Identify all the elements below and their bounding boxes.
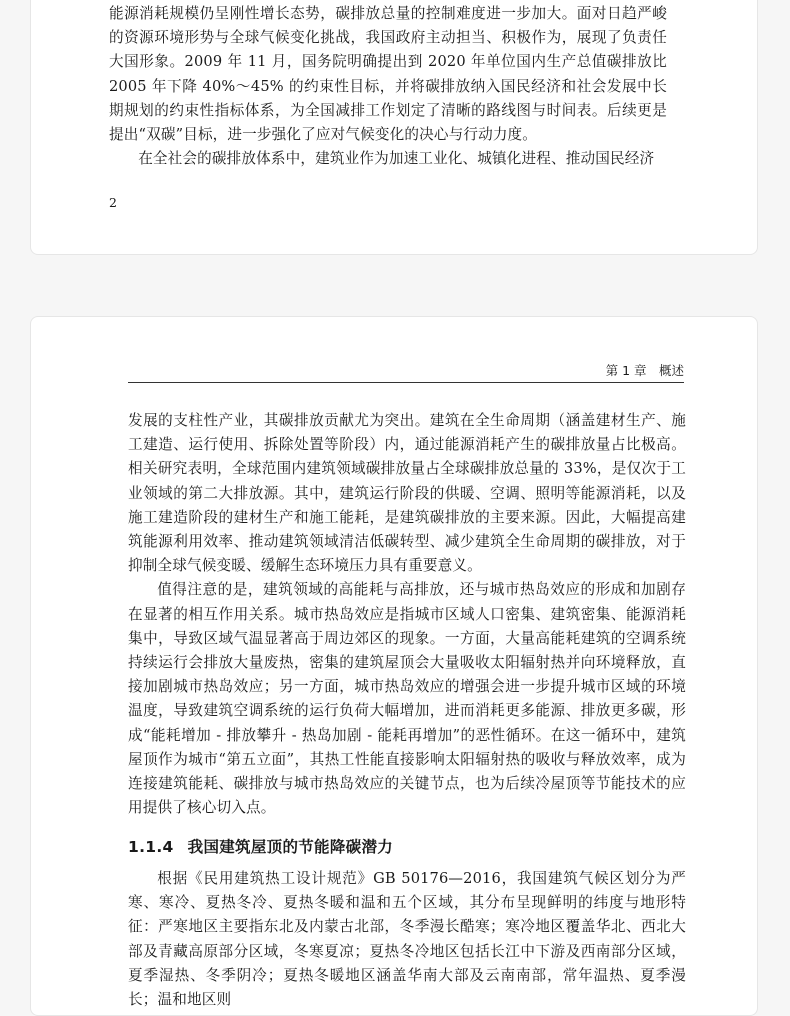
section-heading [128,835,393,857]
paragraph: 在全社会的碳排放体系中，建筑业作为加速工业化、城镇化进程、推动国民经济 [138,150,655,168]
current-page [30,316,758,1016]
page-number: 2 [109,195,117,210]
paragraph: 根据《民用建筑热工设计规范》GB 50176—2016，我国建筑气候区划分为严寒、寒冷、夏热冬冷、夏热冬暖和温和五个区域，其分布呈现鲜明的纬度与地形特征：严寒地区主要指东北及内蒙古北部，冬季漫长酷寒；寒冷地区覆盖华北、西北大部及青藏高原部分区域，冬寒夏凉；夏热冬冷地区包括长江中下游及西南部分区域，夏季湿热、冬季阴冷；夏热冬暖地区涵盖华南大部及云南南部，常年温热、夏季漫长；温和地区则 [128,870,686,1009]
previous-page [30,0,758,255]
paragraph: 能源消耗规模仍呈刚性增长态势，碳排放总量的控制难度进一步加大。面对日趋严峻的资源环境形势与全球气候变化挑战，我国政府主动担当、积极作为，展现了负责任大国形象。2009 年 11 月，国务院明确提出到 2020 年单位国内生产总值碳排放比 2005 年下降 40%～45% 的约束性目标，并将碳排放纳入国民经济和社会发展中长期规划的约束性指标体系，为全国减排工作划定了清晰的路线图与时间表。后续更是提出“双碳”目标，进一步强化了应对气候变化的决心与行动力度。 [109,5,667,144]
section-title: 我国建筑屋顶的节能降碳潜力 [187,838,394,856]
current-page-body [128,409,686,820]
section-body [128,867,686,1012]
paragraph: 值得注意的是，建筑领域的高能耗与高排放，还与城市热岛效应的形成和加剧存在显著的相互作用关系。城市热岛效应是指城市区域人口密集、建筑密集、能源消耗集中，导致区域气温显著高于周边郊区的现象。一方面，大量高能耗建筑的空调系统持续运行会排放大量废热，密集的建筑屋顶会大量吸收太阳辐射热并向环境释放，直接加剧城市热岛效应；另一方面，城市热岛效应的增强会进一步提升城市区域的环境温度，导致建筑空调系统的运行负荷大幅增加，进而消耗更多能源、排放更多碳，形成“能耗增加 - 排放攀升 - 热岛加剧 - 能耗再增加”的恶性循环。在这一循环中，建筑屋顶作为城市“第五立面”，其热工性能直接影响太阳辐射热的吸收与释放效率，成为连接建筑能耗、碳排放与城市热岛效应的关键节点，也为后续冷屋顶等节能技术的应用提供了核心切入点。 [128,581,686,817]
previous-page-body [109,2,667,171]
paragraph: 发展的支柱性产业，其碳排放贡献尤为突出。建筑在全生命周期（涵盖建材生产、施工建造、运行使用、拆除处置等阶段）内，通过能源消耗产生的碳排放量占比极高。相关研究表明，全球范围内建筑领域碳排放量占全球碳排放总量的 33%，是仅次于工业领域的第二大排放源。其中，建筑运行阶段的供暖、空调、照明等能源消耗，以及施工建造阶段的建材生产和施工能耗，是建筑碳排放的主要来源。因此，大幅提高建筑能源利用效率、推动建筑领域清洁低碳转型、减少建筑全生命周期的碳排放，对于抑制全球气候变暖、缓解生态环境压力具有重要意义。 [128,412,686,575]
section-number: 1.1.4 [128,838,174,856]
running-header: 第 1 章 概述 [128,362,684,383]
